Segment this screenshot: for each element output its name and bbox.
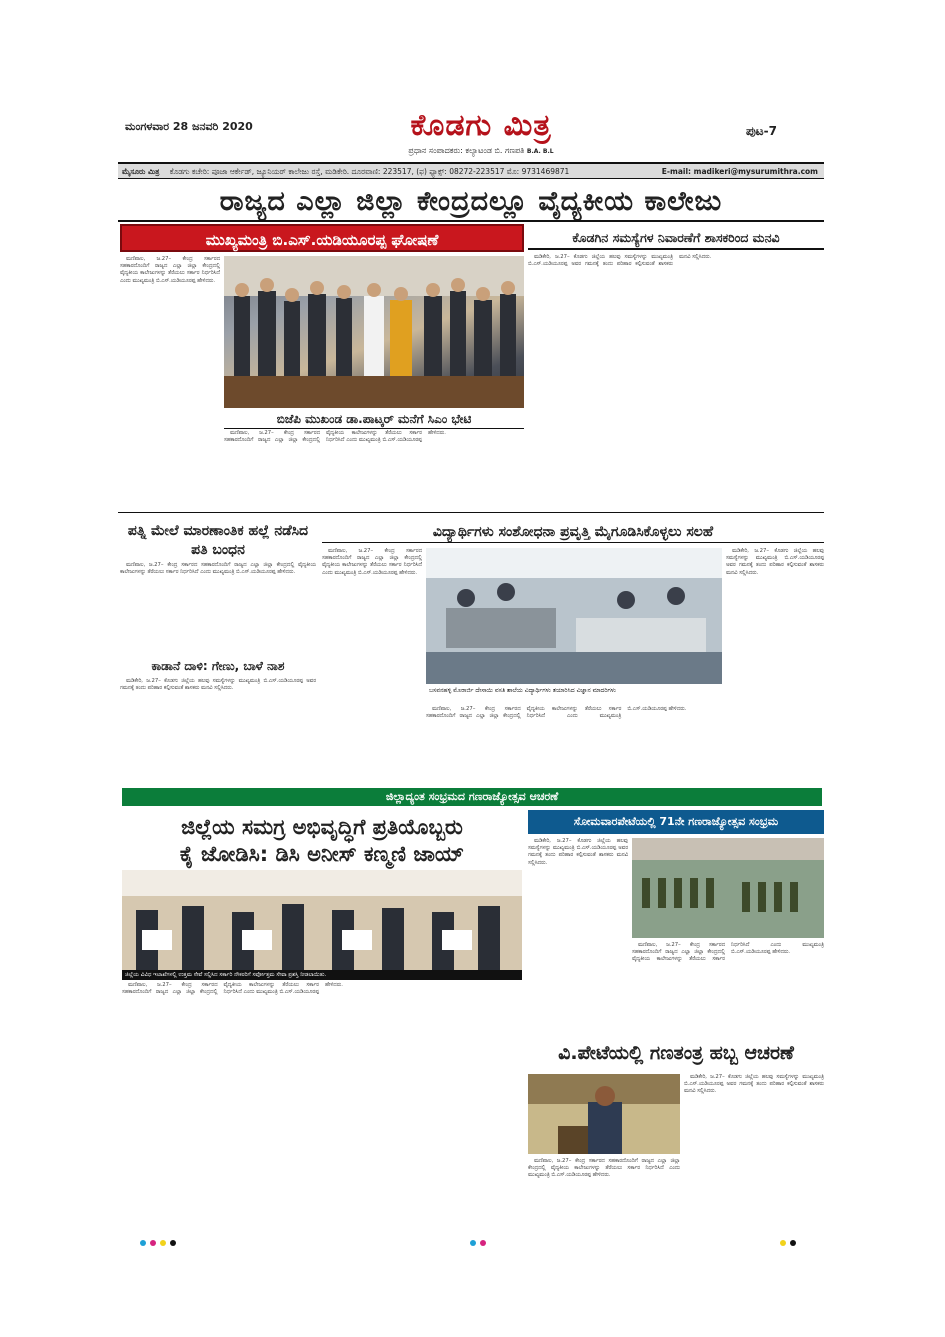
lead-body-column [120, 256, 220, 506]
lead-headline: ರಾಜ್ಯದ ಎಲ್ಲಾ ಜಿಲ್ಲಾ ಕೇಂದ್ರದಲ್ಲೂ ವೈದ್ಯಕೀಯ ಕಾಲೇಜು [219, 186, 723, 217]
story-four-headline-line1: ಜಿಲ್ಲೆಯ ಸಮಗ್ರ ಅಭಿವೃದ್ಧಿಗೆ ಪ್ರತಿಯೊಬ್ಬರು [181, 815, 463, 839]
story-three-headline: ವಿದ್ಯಾರ್ಥಿಗಳು ಸಂಶೋಧನಾ ಪ್ರವೃತ್ತಿ ಮೈಗೂಡಿಸಿಕೊಳ್ಳಲು ಸಲಹೆ [322, 522, 824, 543]
story-two-subhead: ಕಾಡಾನೆ ದಾಳಿ: ಗೇಣು, ಬಾಳೆ ನಾಶ [151, 659, 285, 673]
side-lead-column [528, 254, 824, 506]
story-five-column [528, 838, 628, 1032]
classroom-illustration [426, 548, 722, 684]
lead-continued-column [224, 430, 524, 506]
sister-brand: ಮೈಸೂರು ಮಿತ್ರ [122, 167, 160, 176]
registration-mark [480, 1240, 486, 1246]
office-info-bar [118, 162, 824, 179]
story-four-headline-line2: ಕೈ ಜೋಡಿಸಿ: ಡಿಸಿ ಅನೀಸ್ ಕಣ್ಮಣಿ ಜಾಯ್ [179, 842, 465, 866]
parade-illustration [632, 838, 824, 938]
lead-continued-text: ಮಣಿಪಾಲ, ಜ.27– ಕೇಂದ್ರ ಸರ್ಕಾರದ ಸಹಕಾರದೊಂದಿಗೆ ರಾಜ್ಯದ ಎಲ್ಲಾ ಜಿಲ್ಲಾ ಕೇಂದ್ರದಲ್ಲಿ ವೈದ್ಯಕೀಯ ಕಾಲೇಜುಗಳನ್ನು ತೆರೆಯಲು ಸರ್ಕಾರ ನಿರ್ಧರಿಸಿದೆ ಎಂದು ಮುಖ್ಯಮಂತ್ರಿ ಬಿ.ಎಸ್.ಯಡಿಯೂರಪ್ಪ ಹೇಳಿದರು. [224, 430, 446, 444]
office-address: ಕೊಡಗು ಕಚೇರಿ: ಪೂಜಾ ಆರ್ಕೇಡ್, ಜ್ಯೂನಿಯರ್ ಕಾಲೇಜು ರಸ್ತೆ, ಮಡಿಕೇರಿ. ದೂರವಾಣಿ: 223517, (ಫ) ಫ್ಯಾಕ್ಸ್: 08272-223517 ಮೊ: 9731469871 [169, 167, 570, 176]
story-six-bottom-column [528, 1158, 680, 1238]
page-number: ಪುಟ-7 [746, 124, 777, 138]
side-lead-body: ಮಡಿಕೇರಿ, ಜ.27– ಕೊಡಗು ಜಿಲ್ಲೆಯ ಹಲವು ಸಮಸ್ಯೆಗಳನ್ನು ಮುಖ್ಯಮಂತ್ರಿ ಬಿ.ಎಸ್.ಯಡಿಯೂರಪ್ಪ ಅವರ ಗಮನಕ್ಕೆ ತಂದು ಪರಿಹಾರ ಕಲ್ಪಿಸುವಂತೆ ಶಾಸಕರು ಮನವಿ ಸಲ್ಲಿಸಿದರು. [528, 254, 712, 268]
story-two-column [120, 562, 316, 652]
story-six-photo [528, 1074, 680, 1154]
registration-mark [790, 1240, 796, 1246]
story-four-headline [122, 814, 522, 868]
registration-mark [150, 1240, 156, 1246]
story-two-sub-column [120, 678, 316, 778]
story-four-column [122, 982, 522, 1238]
story-four-caption: ಜಿಲ್ಲೆಯ ವಿವಿಧ ಇಲಾಖೆಗಳಲ್ಲಿ ಉತ್ತಮ ಸೇವೆ ಸಲ್ಲಿಸಿದ ಸರ್ಕಾರಿ ನೌಕರರಿಗೆ ಸರ್ವೋತ್ತಮ ಸೇವಾ ಪ್ರಶಸ್ತಿ ನೀಡಲಾಯಿತು. [122, 970, 522, 980]
story-three-body: ಮಣಿಪಾಲ, ಜ.27– ಕೇಂದ್ರ ಸರ್ಕಾರದ ಸಹಕಾರದೊಂದಿಗೆ ರಾಜ್ಯದ ಎಲ್ಲಾ ಜಿಲ್ಲಾ ಕೇಂದ್ರದಲ್ಲಿ ವೈದ್ಯಕೀಯ ಕಾಲೇಜುಗಳನ್ನು ತೆರೆಯಲು ಸರ್ಕಾರ ನಿರ್ಧರಿಸಿದೆ ಎಂದು ಮುಖ್ಯಮಂತ್ರಿ ಬಿ.ಎಸ್.ಯಡಿಯೂರಪ್ಪ ಹೇಳಿದರು. [322, 548, 422, 576]
lead-kicker: ಮುಖ್ಯಮಂತ್ರಿ ಬಿ.ಎಸ್.ಯಡಿಯೂರಪ್ಪ ಘೋಷಣೆ [120, 224, 524, 252]
story-four-body: ಮಣಿಪಾಲ, ಜ.27– ಕೇಂದ್ರ ಸರ್ಕಾರದ ಸಹಕಾರದೊಂದಿಗೆ ರಾಜ್ಯದ ಎಲ್ಲಾ ಜಿಲ್ಲಾ ಕೇಂದ್ರದಲ್ಲಿ ವೈದ್ಯಕೀಯ ಕಾಲೇಜುಗಳನ್ನು ತೆರೆಯಲು ಸರ್ಕಾರ ನಿರ್ಧರಿಸಿದೆ ಎಂದು ಮುಖ್ಯಮಂತ್ರಿ ಬಿ.ಎಸ್.ಯಡಿಯೂರಪ್ಪ ಹೇಳಿದರು. [122, 982, 343, 996]
divider [118, 220, 824, 222]
office-email[interactable]: E-mail: madikeri@mysurumithra.com [661, 167, 818, 176]
speaker-illustration [528, 1074, 680, 1154]
award-ceremony-illustration [122, 870, 522, 970]
story-four-photo [122, 870, 522, 970]
story-three-column [322, 548, 422, 778]
story-five-body: ಮಡಿಕೇರಿ, ಜ.27– ಕೊಡಗು ಜಿಲ್ಲೆಯ ಹಲವು ಸಮಸ್ಯೆಗಳನ್ನು ಮುಖ್ಯಮಂತ್ರಿ ಬಿ.ಎಸ್.ಯಡಿಯೂರಪ್ಪ ಅವರ ಗಮನಕ್ಕೆ ತಂದು ಪರಿಹಾರ ಕಲ್ಪಿಸುವಂತೆ ಶಾಸಕರು ಮನವಿ ಸಲ್ಲಿಸಿದರು. [528, 838, 628, 866]
registration-mark [170, 1240, 176, 1246]
registration-mark [780, 1240, 786, 1246]
story-six-column [684, 1074, 824, 1238]
story-three-bottom-column [426, 706, 722, 778]
side-lead-headline: ಕೊಡಗಿನ ಸಮಸ್ಯೆಗಳ ನಿವಾರಣೆಗೆ ಶಾಸಕರಿಂದ ಮನವಿ [528, 226, 824, 250]
registration-mark [140, 1240, 146, 1246]
masthead: ಕೊಡಗು ಮಿತ್ರ [410, 108, 552, 143]
story-three-side-body: ಮಡಿಕೇರಿ, ಜ.27– ಕೊಡಗು ಜಿಲ್ಲೆಯ ಹಲವು ಸಮಸ್ಯೆಗಳನ್ನು ಮುಖ್ಯಮಂತ್ರಿ ಬಿ.ಎಸ್.ಯಡಿಯೂರಪ್ಪ ಅವರ ಗಮನಕ್ಕೆ ತಂದು ಪರಿಹಾರ ಕಲ್ಪಿಸುವಂತೆ ಶಾಸಕರು ಮನವಿ ಸಲ್ಲಿಸಿದರು. [726, 548, 824, 576]
story-two-headline: ಪತ್ನಿ ಮೇಲೆ ಮಾರಣಾಂತಿಕ ಹಲ್ಲೆ ನಡೆಸಿದ ಪತಿ ಬಂಧನ [127, 523, 309, 558]
crowd-illustration [224, 256, 524, 408]
lead-photo [224, 256, 524, 408]
editor-line [336, 146, 626, 156]
lead-body: ಮಣಿಪಾಲ, ಜ.27– ಕೇಂದ್ರ ಸರ್ಕಾರದ ಸಹಕಾರದೊಂದಿಗೆ ರಾಜ್ಯದ ಎಲ್ಲಾ ಜಿಲ್ಲಾ ಕೇಂದ್ರದಲ್ಲಿ ವೈದ್ಯಕೀಯ ಕಾಲೇಜುಗಳನ್ನು ತೆರೆಯಲು ಸರ್ಕಾರ ನಿರ್ಧರಿಸಿದೆ ಎಂದು ಮುಖ್ಯಮಂತ್ರಿ ಬಿ.ಎಸ್.ಯಡಿಯೂರಪ್ಪ ಹೇಳಿದರು. [120, 256, 220, 284]
editor-name: ಪ್ರಧಾನ ಸಂಪಾದಕರು: ಕಲ್ಯಾಟಂಡ ಬಿ. ಗಣಪತಿ [408, 146, 525, 155]
issue-date: ಮಂಗಳವಾರ 28 ಜನವರಿ 2020 [125, 120, 253, 133]
story-six-body: ಮಡಿಕೇರಿ, ಜ.27– ಕೊಡಗು ಜಿಲ್ಲೆಯ ಹಲವು ಸಮಸ್ಯೆಗಳನ್ನು ಮುಖ್ಯಮಂತ್ರಿ ಬಿ.ಎಸ್.ಯಡಿಯೂರಪ್ಪ ಅವರ ಗಮನಕ್ಕೆ ತಂದು ಪರಿಹಾರ ಕಲ್ಪಿಸುವಂತೆ ಶಾಸಕರು ಮನವಿ ಸಲ್ಲಿಸಿದರು. [684, 1074, 824, 1095]
story-five-side-column [632, 942, 824, 1032]
republic-day-band: ಜಿಲ್ಲಾದ್ಯಂತ ಸಂಭ್ರಮದ ಗಣರಾಜ್ಯೋತ್ಸವ ಆಚರಣೆ [122, 788, 822, 806]
registration-mark [470, 1240, 476, 1246]
story-three-side-column [726, 548, 824, 778]
story-six-headline: ವಿ.ಪೇಟೆಯಲ್ಲಿ ಗಣತಂತ್ರ ಹಬ್ಬ ಆಚರಣೆ [558, 1042, 794, 1064]
registration-mark [160, 1240, 166, 1246]
story-five-photo [632, 838, 824, 938]
story-three-bottom-body: ಮಣಿಪಾಲ, ಜ.27– ಕೇಂದ್ರ ಸರ್ಕಾರದ ಸಹಕಾರದೊಂದಿಗೆ ರಾಜ್ಯದ ಎಲ್ಲಾ ಜಿಲ್ಲಾ ಕೇಂದ್ರದಲ್ಲಿ ವೈದ್ಯಕೀಯ ಕಾಲೇಜುಗಳನ್ನು ತೆರೆಯಲು ಸರ್ಕಾರ ನಿರ್ಧರಿಸಿದೆ ಎಂದು ಮುಖ್ಯಮಂತ್ರಿ ಬಿ.ಎಸ್.ಯಡಿಯೂರಪ್ಪ ಹೇಳಿದರು. [426, 706, 687, 720]
story-five-side-body: ಮಣಿಪಾಲ, ಜ.27– ಕೇಂದ್ರ ಸರ್ಕಾರದ ಸಹಕಾರದೊಂದಿಗೆ ರಾಜ್ಯದ ಎಲ್ಲಾ ಜಿಲ್ಲಾ ಕೇಂದ್ರದಲ್ಲಿ ವೈದ್ಯಕೀಯ ಕಾಲೇಜುಗಳನ್ನು ತೆರೆಯಲು ಸರ್ಕಾರ ನಿರ್ಧರಿಸಿದೆ ಎಂದು ಮುಖ್ಯಮಂತ್ರಿ ಬಿ.ಎಸ್.ಯಡಿಯೂರಪ್ಪ ಹೇಳಿದರು. [632, 942, 824, 963]
story-two-body: ಮಣಿಪಾಲ, ಜ.27– ಕೇಂದ್ರ ಸರ್ಕಾರದ ಸಹಕಾರದೊಂದಿಗೆ ರಾಜ್ಯದ ಎಲ್ಲಾ ಜಿಲ್ಲಾ ಕೇಂದ್ರದಲ್ಲಿ ವೈದ್ಯಕೀಯ ಕಾಲೇಜುಗಳನ್ನು ತೆರೆಯಲು ಸರ್ಕಾರ ನಿರ್ಧರಿಸಿದೆ ಎಂದು ಮುಖ್ಯಮಂತ್ರಿ ಬಿ.ಎಸ್.ಯಡಿಯೂರಪ್ಪ ಹೇಳಿದರು. [120, 562, 316, 576]
newspaper-page [118, 108, 824, 1238]
divider [118, 512, 824, 513]
editor-degree: B.A. B.L [526, 148, 554, 155]
story-five-headline: ಸೋಮವಾರಪೇಟೆಯಲ್ಲಿ 71ನೇ ಗಣರಾಜ್ಯೋತ್ಸವ ಸಂಭ್ರಮ [528, 810, 824, 834]
lead-photo-subhead: ಬಿಜೆಪಿ ಮುಖಂಡ ಡಾ.ಪಾಟ್ಕರ್ ಮನೆಗೆ ಸಿಎಂ ಭೇಟಿ [224, 410, 524, 429]
story-six-bottom-body: ಮಣಿಪಾಲ, ಜ.27– ಕೇಂದ್ರ ಸರ್ಕಾರದ ಸಹಕಾರದೊಂದಿಗೆ ರಾಜ್ಯದ ಎಲ್ಲಾ ಜಿಲ್ಲಾ ಕೇಂದ್ರದಲ್ಲಿ ವೈದ್ಯಕೀಯ ಕಾಲೇಜುಗಳನ್ನು ತೆರೆಯಲು ಸರ್ಕಾರ ನಿರ್ಧರಿಸಿದೆ ಎಂದು ಮುಖ್ಯಮಂತ್ರಿ ಬಿ.ಎಸ್.ಯಡಿಯೂರಪ್ಪ ಹೇಳಿದರು. [528, 1158, 680, 1179]
story-two-sub-body: ಮಡಿಕೇರಿ, ಜ.27– ಕೊಡಗು ಜಿಲ್ಲೆಯ ಹಲವು ಸಮಸ್ಯೆಗಳನ್ನು ಮುಖ್ಯಮಂತ್ರಿ ಬಿ.ಎಸ್.ಯಡಿಯೂರಪ್ಪ ಅವರ ಗಮನಕ್ಕೆ ತಂದು ಪರಿಹಾರ ಕಲ್ಪಿಸುವಂತೆ ಶಾಸಕರು ಮನವಿ ಸಲ್ಲಿಸಿದರು. [120, 678, 316, 692]
story-three-photo [426, 548, 722, 684]
story-three-caption: ಬಸವನಹಳ್ಳಿ ಮೊರಾರ್ಜಿ ದೇಸಾಯಿ ವಸತಿ ಶಾಲೆಯ ವಿದ್ಯಾರ್ಥಿಗಳು ತಯಾರಿಸಿದ ವಿಜ್ಞಾನ ಮಾದರಿಗಳು [426, 686, 722, 696]
